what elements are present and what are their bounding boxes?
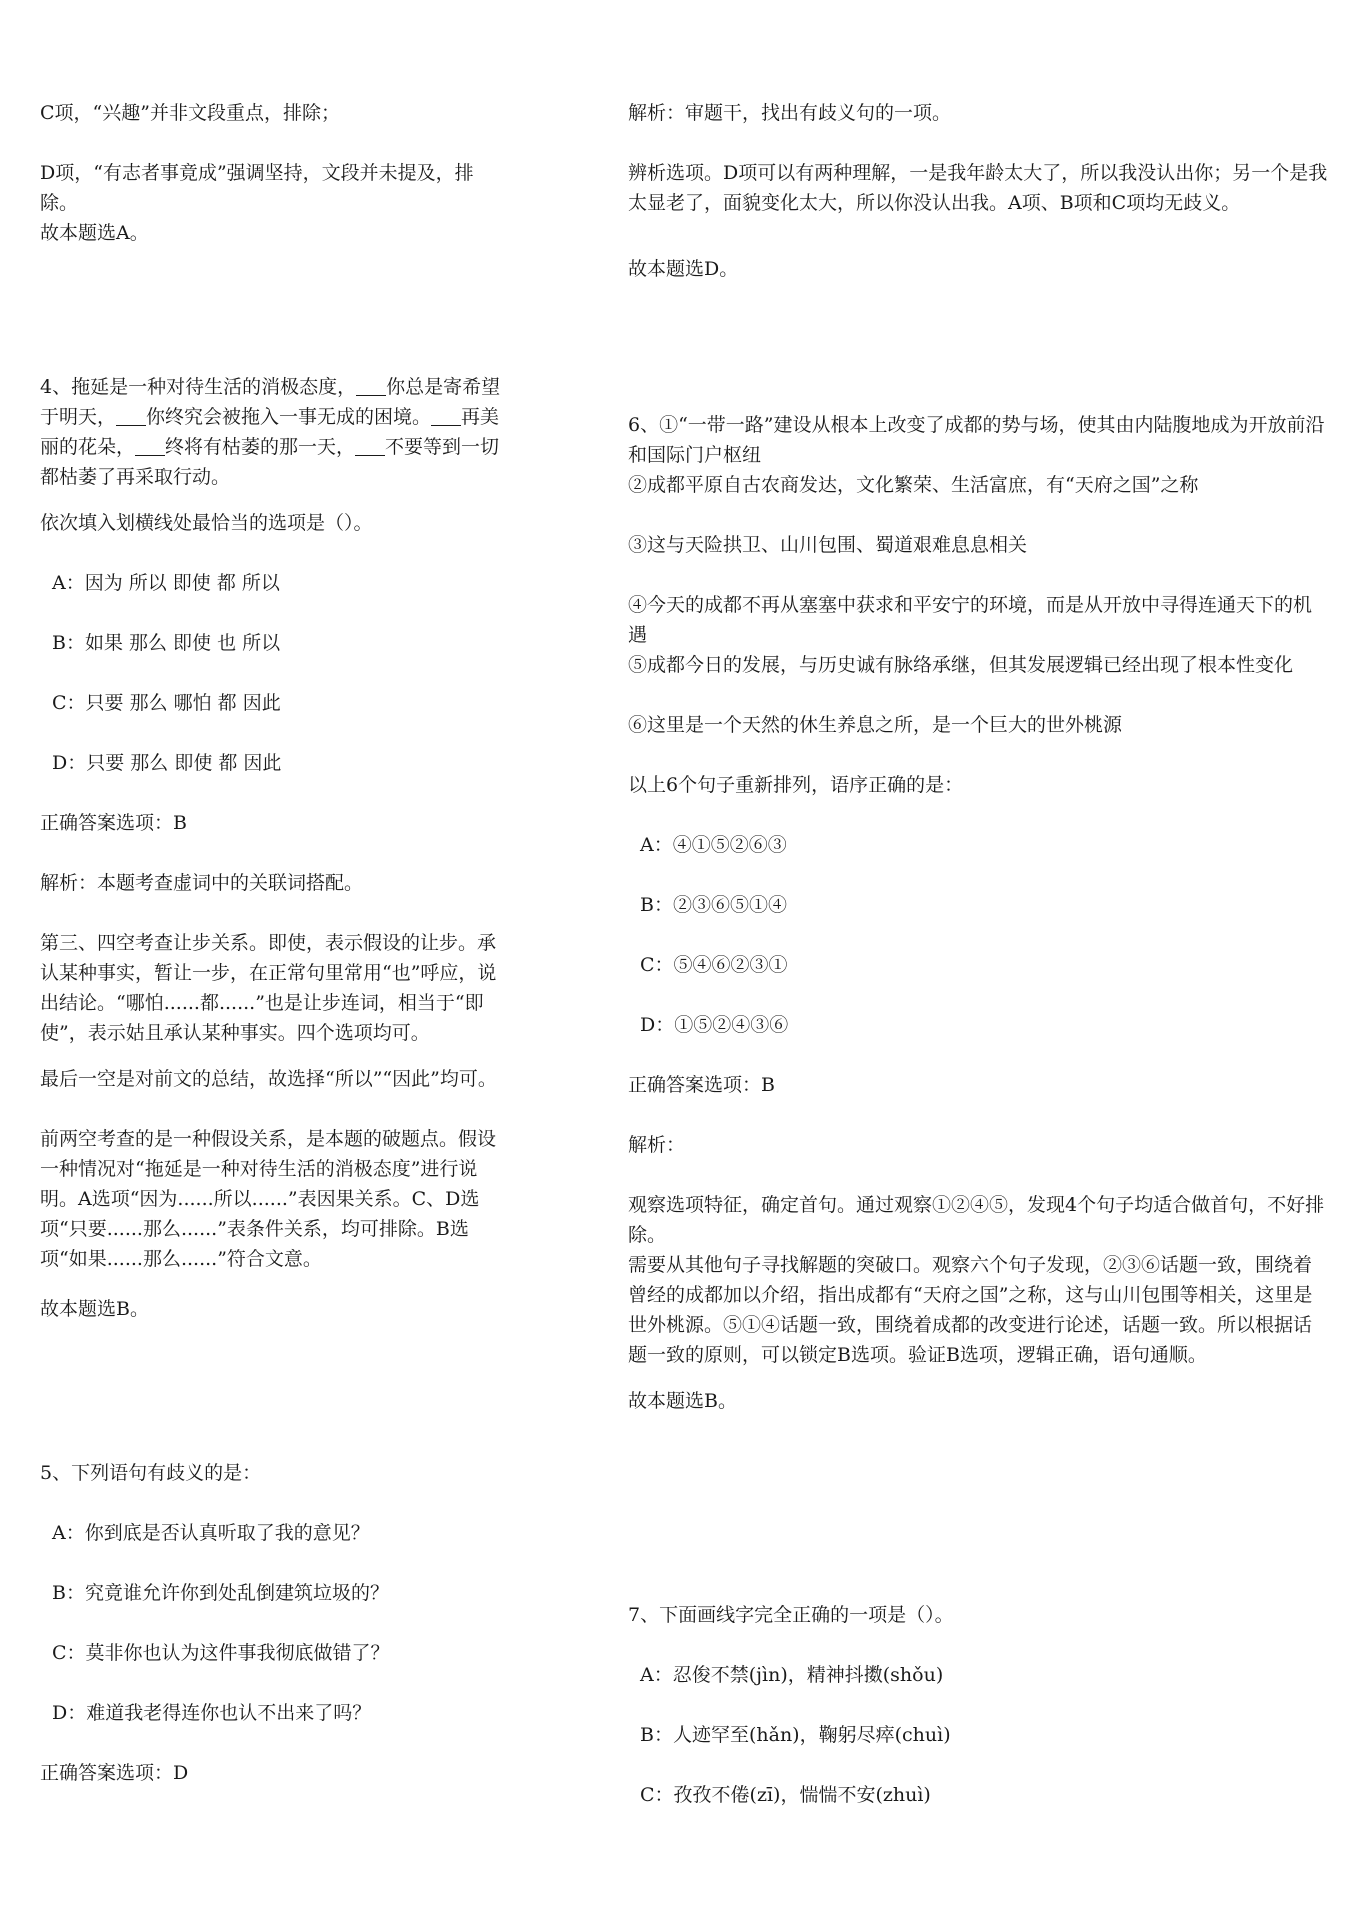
- q4-stem-part: 4、拖延是一种对待生活的消极态度，: [40, 376, 357, 398]
- q6-prompt: 以上6个句子重新排列，语序正确的是：: [628, 774, 964, 796]
- q6-conclusion: 故本题选B。: [628, 1390, 737, 1412]
- q4-analysis: 解析：本题考查虚词中的关联词搭配。: [40, 872, 364, 894]
- q5-answer: 正确答案选项：D: [40, 1762, 189, 1784]
- q6-sentence-1: 6、①“一带一路”建设从根本上改变了成都的势与场，使其由内陆腹地成为开放前沿和国际门户枢纽: [628, 414, 1325, 466]
- q3-conclusion: 故本题选A。: [40, 222, 149, 244]
- q4-option-b: B：如果 那么 即使 也 所以: [52, 632, 281, 654]
- q4-stem-part: 你终究会被拖入一事无成的困境。: [146, 406, 432, 428]
- q4-prompt: 依次填入划横线处最恰当的选项是（）。: [40, 512, 373, 534]
- q4-option-d: D：只要 那么 即使 都 因此: [52, 752, 282, 774]
- q6-analysis-para-2: 需要从其他句子寻找解题的突破口。观察六个句子发现，②③⑥话题一致，围绕着曾经的成都加以介绍，指出成都有“天府之国”之称，这与山川包围等相关，这里是世外桃源。⑤①④话题一致，围绕着成都的改变进行论述，话题一致。所以根据话题一致的原则，可以锁定B选项。验证B选项，逻辑正确，语句通顺。: [628, 1254, 1313, 1366]
- q6-sentence-2: ②成都平原自古农商发达，文化繁荣、生活富庶，有“天府之国”之称: [628, 474, 1199, 496]
- q6-option-a: A：④①⑤②⑥③: [640, 834, 787, 856]
- q4-stem-part: 终将有枯萎的那一天，: [165, 436, 356, 458]
- q6-sentence-5: ⑤成都今日的发展，与历史诚有脉络承继，但其发展逻辑已经出现了根本性变化: [628, 654, 1294, 676]
- q6-sentence-6: ⑥这里是一个天然的休生养息之所，是一个巨大的世外桃源: [628, 714, 1123, 736]
- q5-conclusion: 故本题选D。: [628, 258, 739, 280]
- q4-blank-4: [135, 436, 165, 456]
- q7-option-c: C：孜孜不倦(zī)，惴惴不安(zhuì): [640, 1784, 931, 1806]
- q5-option-b: B：究竟谁允许你到处乱倒建筑垃圾的？: [52, 1582, 389, 1604]
- q4-stem-part: 你总是寄希望于明天，: [40, 376, 501, 428]
- q6-sentence-4: ④今天的成都不再从塞塞中获求和平安宁的环境，而是从开放中寻得连通天下的机遇: [628, 594, 1313, 646]
- q4-analysis-para-2: 最后一空是对前文的总结，故选择“所以”“因此”均可。: [40, 1068, 497, 1090]
- q6-option-c: C：⑤④⑥②③①: [640, 954, 788, 976]
- q4-analysis-para-1: 第三、四空考查让步关系。即使，表示假设的让步。承认某种事实，暂让一步，在正常句里常用“也”呼应，说出结论。“哪怕......都......”也是让步连词，相当于“即使”，表示姑且承认某种事实。四个选项均可。: [40, 932, 497, 1044]
- q4-option-a: A：因为 所以 即使 都 所以: [52, 572, 280, 594]
- q4-blank-3: [431, 406, 461, 426]
- q7-option-a: A：忍俊不禁(jìn)，精神抖擞(shǒu): [640, 1664, 944, 1686]
- q6-sentence-3: ③这与天险拱卫、山川包围、蜀道艰难息息相关: [628, 534, 1028, 556]
- q4-answer: 正确答案选项：B: [40, 812, 187, 834]
- q3-option-d-analysis: D项，“有志者事竟成”强调坚持，文段并未提及，排除。: [40, 162, 474, 214]
- q4-analysis-para-3: 前两空考查的是一种假设关系，是本题的破题点。假设一种情况对“拖延是一种对待生活的消极态度”进行说明。A选项“因为......所以......”表因果关系。C、D选项“只要......那么......”表条件关系，均可排除。B选项“如果......那么......”符合文意。: [40, 1128, 497, 1270]
- q6-option-d: D：①⑤②④③⑥: [640, 1014, 789, 1036]
- q6-option-b: B：②③⑥⑤①④: [640, 894, 787, 916]
- q7-stem: 7、下面画线字完全正确的一项是（）。: [628, 1604, 954, 1626]
- q4-stem-part: 再美丽的花朵，: [40, 406, 500, 458]
- q4-blank-1: [356, 376, 386, 396]
- q5-option-a: A：你到底是否认真听取了我的意见？: [52, 1522, 370, 1544]
- q4-conclusion: 故本题选B。: [40, 1298, 149, 1320]
- q4-blank-5: [355, 436, 385, 456]
- q4-stem: [40, 372, 510, 492]
- q5-option-c: C：莫非你也认为这件事我彻底做错了？: [52, 1642, 390, 1664]
- q5-analysis-para: 辨析选项。D项可以有两种理解，一是我年龄太大了，所以我没认出你；另一个是我太显老了，面貌变化太大，所以你没认出我。A项、B项和C项均无歧义。: [628, 162, 1328, 214]
- q5-stem: 5、下列语句有歧义的是：: [40, 1462, 262, 1484]
- q7-option-b: B：人迹罕至(hǎn)，鞠躬尽瘁(chuì): [640, 1724, 951, 1746]
- q6-analysis-para-1: 观察选项特征，确定首句。通过观察①②④⑤，发现4个句子均适合做首句，不好排除。: [628, 1194, 1325, 1246]
- q5-option-d: D：难道我老得连你也认不出来了吗？: [52, 1702, 372, 1724]
- q5-analysis: 解析：审题干，找出有歧义句的一项。: [628, 102, 952, 124]
- q6-analysis: 解析：: [628, 1134, 686, 1156]
- q6-answer: 正确答案选项：B: [628, 1074, 775, 1096]
- q4-blank-2: [116, 406, 146, 426]
- q3-option-c-analysis: C项，“兴趣”并非文段重点，排除；: [40, 102, 340, 124]
- q4-option-c: C：只要 那么 哪怕 都 因此: [52, 692, 281, 714]
- q4-stem-part: 不要等到一切都枯萎了再采取行动。: [40, 436, 500, 488]
